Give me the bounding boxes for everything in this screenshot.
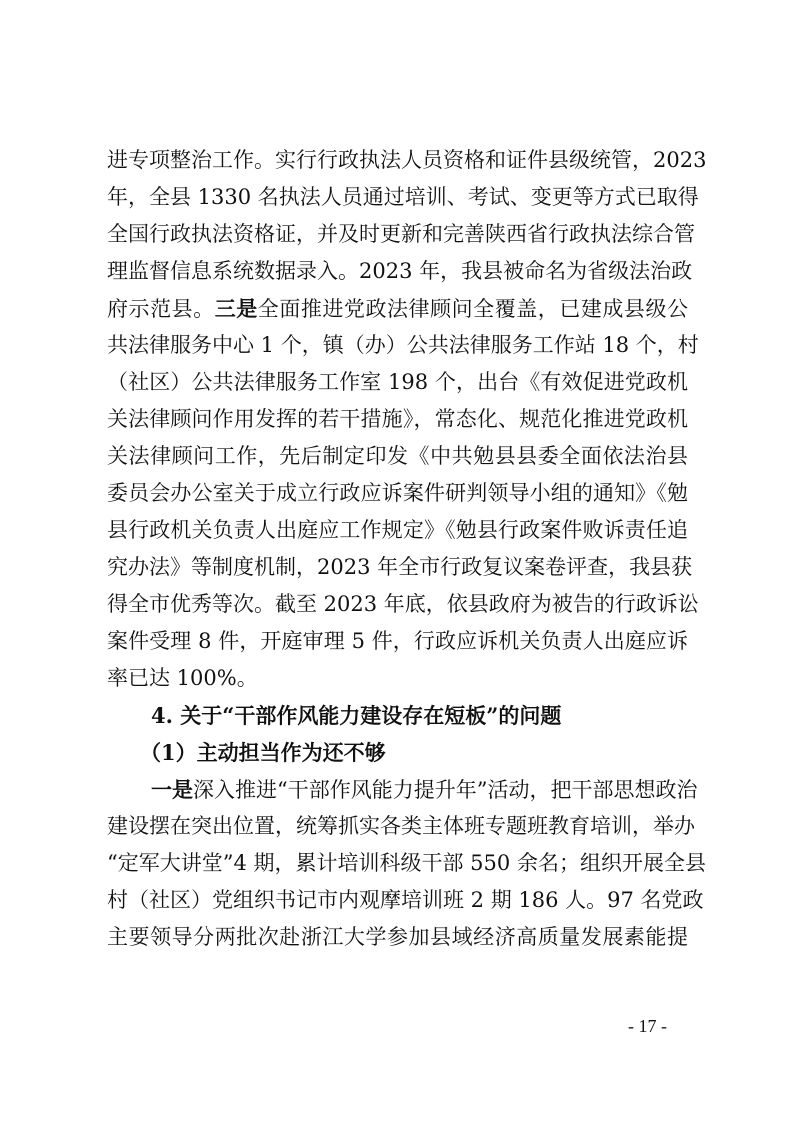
text-line: 究办法》等制度机制，2023 年全市行政复议案卷评查，我县获 (107, 555, 693, 579)
text-line: 县行政机关负责人出庭应工作规定》《勉县行政案件败诉责任追 (107, 518, 688, 542)
text-line: 年，全县 1330 名执法人员通过培训、考试、变更等方式已取得 (107, 185, 699, 209)
text-line: 进专项整治工作。实行行政执法人员资格和证件县级统管，2023 (107, 148, 707, 172)
text-line: 关法律顾问工作，先后制定印发《中共勉县县委全面依法治县 (107, 444, 688, 468)
text-line: 理监督信息系统数据录入。2023 年，我县被命名为省级法治政 (107, 259, 693, 283)
text-line: 主要领导分两批次赴浙江大学参加县域经济高质量发展素能提 (107, 925, 688, 949)
text-segment: 全面推进党政法律顾问全覆盖，已建成县级公 (257, 297, 689, 321)
text-line: （社区）公共法律服务工作室 198 个，出台《有效促进党政机 (107, 370, 688, 394)
text-line: 率已达 100%。 (107, 666, 258, 690)
text-line (151, 771, 698, 808)
text-line: 得全市优秀等次。截至 2023 年底，依县政府为被告的行政诉讼 (107, 592, 699, 616)
text-line: 案件受理 8 件，开庭审理 5 件，行政应诉机关负责人出庭应诉 (107, 629, 688, 653)
text-line: “定军大讲堂”4 期，累计培训科级干部 550 余名；组织开展全县 (107, 851, 706, 875)
text-segment: 府示范县。 (107, 297, 215, 321)
text-line: 建设摆在突出位置，统筹抓实各类主体班专题班教育培训，举办 (107, 814, 695, 838)
text-line: 委员会办公室关于成立行政应诉案件研判领导小组的通知》《勉 (107, 481, 688, 505)
page-number: - 17 - (628, 1016, 667, 1036)
text-line: 村（社区）党组织书记市内观摩培训班 2 期 186 人。97 名党政 (107, 888, 704, 912)
bold-lead: 三是 (214, 296, 258, 321)
subsection-heading: （1）主动担当作为还不够 (140, 740, 386, 765)
text-line (107, 290, 688, 327)
section-heading: 4. 关于“干部作风能力建设存在短板”的问题 (151, 703, 562, 728)
text-line: 全国行政执法资格证，并及时更新和完善陕西省行政执法综合管 (107, 222, 695, 246)
text-line: 共法律服务中心 1 个，镇（办）公共法律服务工作站 18 个，村 (107, 333, 699, 357)
text-line: 关法律顾问作用发挥的若干措施》，常态化、规范化推进党政机 (107, 407, 688, 431)
text-segment: 深入推进“干部作风能力提升年”活动，把干部思想政治 (193, 778, 698, 802)
bold-lead: 一是 (151, 777, 193, 802)
